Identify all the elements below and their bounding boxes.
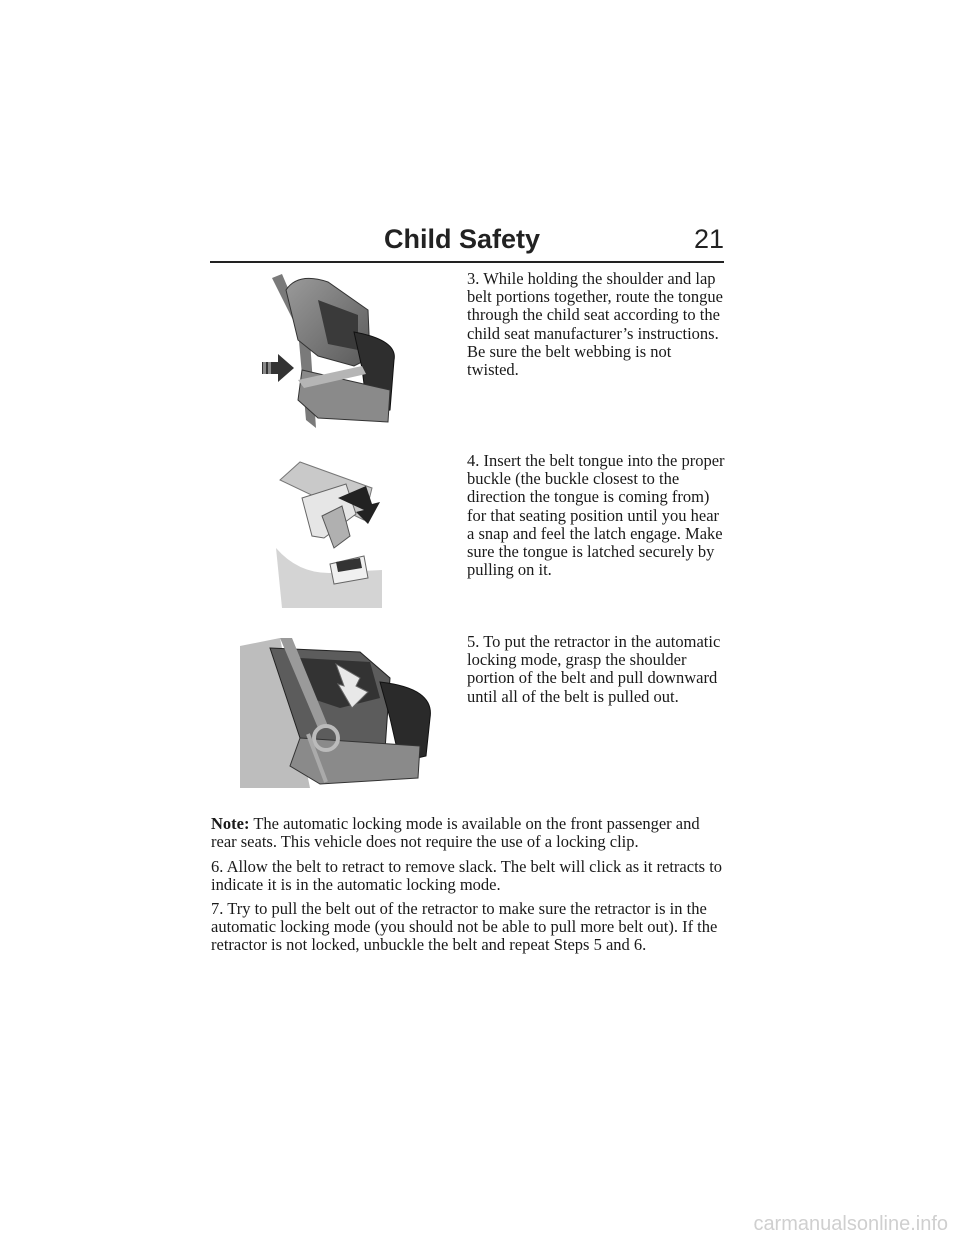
retractor-locking-illustration (240, 638, 435, 788)
child-seat-belt-routing-illustration (258, 270, 408, 435)
step-4-text: 4. Insert the belt tongue into the proper buckle (the buckle closest to the direction the tongue is coming from) for that seating position until you hear a snap and feel the latch engage. Make sure the tongue is latched securely by pulling on it. (467, 451, 725, 580)
page-number: 21 (693, 224, 724, 254)
header-rule (210, 261, 724, 263)
step-6-text: 6. Allow the belt to retract to remove slack. The belt will click as it retracts to indicate it is in the automatic locking mode. (211, 857, 723, 895)
page-header (210, 224, 724, 264)
note-label: Note: (211, 814, 250, 833)
step-7-text: 7. Try to pull the belt out of the retractor to make sure the retractor is in the automatic locking mode (you should not be able to pull more belt out). If the retractor is not locked, unbuckle the belt and repeat Steps 5 and 6. (211, 899, 718, 955)
note-paragraph (211, 815, 725, 851)
step-5-text: 5. To put the retractor in the automatic locking mode, grasp the shoulder portion of the belt and pull downward until all of the belt is pulled out. (467, 632, 721, 706)
belt-buckle-illustration (272, 458, 397, 608)
watermark: carmanualsonline.info (753, 1213, 948, 1235)
section-title: Child Safety (384, 224, 541, 254)
step-3-text: 3. While holding the shoulder and lap belt portions together, route the tongue through the child seat according to the child seat manufacturer’s instructions. Be sure the belt webbing is not twisted. (467, 269, 723, 380)
note-text: The automatic locking mode is available on the front passenger and rear seats. This vehicle does not require the use of a locking clip. (211, 814, 700, 852)
